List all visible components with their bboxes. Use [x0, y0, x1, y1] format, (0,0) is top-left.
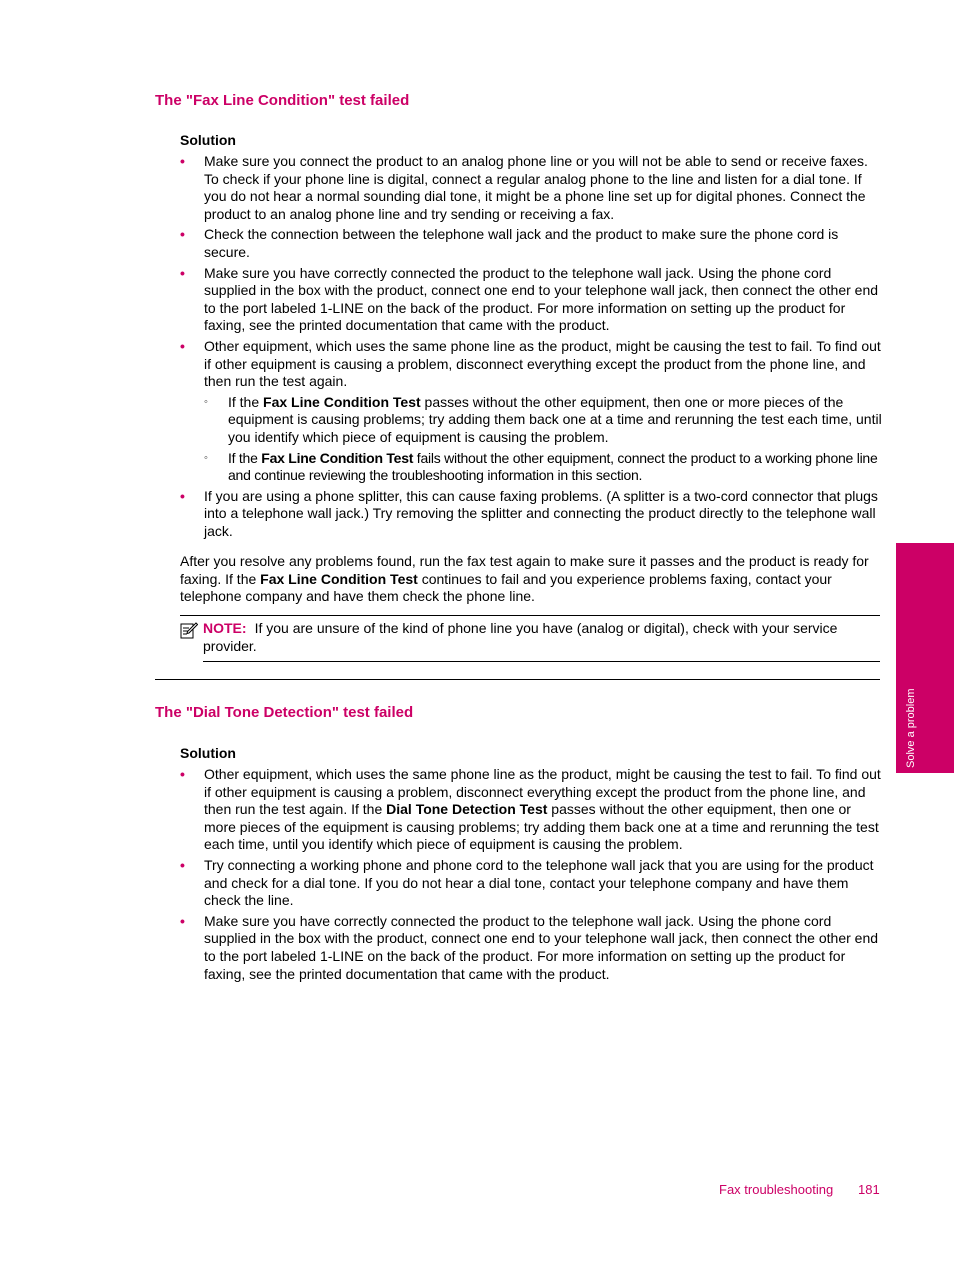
test-name: Fax Line Condition Test — [263, 393, 421, 410]
bullet-marker: • — [180, 766, 185, 782]
list-item-text: If you are using a phone splitter, this can cause faxing problems. (A splitter is a two-cord connector that plugs into a telephone wall jack.) Try removing the splitter and connecting the product directly to the telephone wall jack. — [204, 487, 878, 539]
section-heading-fax-line-condition: The "Fax Line Condition" test failed — [155, 92, 410, 109]
list-item — [180, 226, 882, 261]
bullet-marker: • — [180, 856, 185, 873]
bullet-marker: • — [180, 337, 185, 354]
paragraph-text: After you resolve any problems found, run the fax test again to make sure it passes and the product is ready for faxing. If the — [180, 553, 869, 587]
bullet-marker: • — [180, 487, 185, 504]
section-heading-dial-tone-detection: The "Dial Tone Detection" test failed — [155, 704, 414, 721]
sub-list-item — [204, 394, 882, 447]
solution-label: Solution — [180, 132, 236, 148]
bullet-marker: • — [180, 912, 185, 929]
chapter-side-tab — [896, 543, 954, 773]
note-box — [180, 620, 880, 655]
bullet-marker: • — [180, 153, 185, 169]
sub-item-text: If the — [228, 449, 262, 466]
sub-item-text: If the — [228, 393, 264, 410]
list-item-text: Check the connection between the telephone wall jack and the product to make sure the phone cord is secure. — [204, 226, 839, 260]
list-item — [180, 488, 882, 541]
page-number: 181 — [858, 1182, 880, 1197]
sub-bullet-marker: ◦ — [204, 395, 208, 408]
paragraph-text: continues to fail and you experience problems faxing, contact your telephone company and have them check the phone line. — [180, 570, 832, 605]
sub-list — [204, 394, 882, 485]
list-item — [180, 857, 882, 910]
note-label: NOTE: — [203, 620, 247, 636]
list-item-text: Make sure you connect the product to an analog phone line or you will not be able to send or receive faxes. To check if your phone line is digital, connect a regular analog phone to the line and listen for a dial tone. If you do not hear a normal sounding dial tone, it might be a phone line set up for digital phones. Connect the product to an analog phone line and try sending or receiving a fax. — [204, 153, 868, 222]
note-text: If you are unsure of the kind of phone line you have (analog or digital), check with your service provider. — [203, 620, 838, 654]
list-item — [180, 913, 882, 983]
solution-list — [180, 153, 882, 543]
section-divider — [155, 679, 880, 680]
sub-list-item — [204, 450, 882, 485]
test-name: Fax Line Condition Test — [260, 570, 418, 587]
solution-label: Solution — [180, 745, 236, 761]
note-bottom-rule — [203, 661, 880, 662]
sub-item-text: passes without the other equipment, then one or more pieces of the equipment is causing problems; try adding them back one at a time and rerunning the test each time, until you identify which piece of equipment is causing the problem. — [228, 393, 882, 445]
sub-item-text: fails without the other equipment, connect the product to a working phone line and continue reviewing the troubleshooting information in this section. — [228, 449, 878, 484]
list-item — [180, 153, 882, 223]
after-paragraph — [180, 553, 882, 606]
bullet-marker: • — [180, 226, 185, 243]
list-item-text: Other equipment, which uses the same phone line as the product, might be causing the test to fail. To find out if other equipment is causing a problem, disconnect everything except the product from the phone line, and then run the test again. — [204, 337, 881, 390]
test-name: Fax Line Condition Test — [261, 449, 414, 466]
note-pencil-icon — [180, 622, 198, 640]
bullet-marker: • — [180, 264, 185, 281]
list-item-text: passes without the other equipment, then one or more pieces of the equipment is causing problems; try adding them back one at a time and rerunning the test each time, until you identify which piece of equipment is causing the problem. — [204, 801, 879, 853]
note-top-rule — [180, 615, 880, 616]
chapter-side-tab-label: Solve a problem — [905, 688, 917, 768]
list-item-text: Try connecting a working phone and phone cord to the telephone wall jack that you are using for the product and check for a dial tone. If you do not hear a dial tone, contact your telephone company and have them check the line. — [204, 856, 874, 909]
list-item-text: Other equipment, which uses the same phone line as the product, might be causing the test to fail. To find out if other equipment is causing a problem, disconnect everything except the product from the phone line, and then run the test again. If the — [204, 766, 881, 818]
solution-list — [180, 766, 882, 986]
list-item — [180, 338, 882, 485]
test-name: Dial Tone Detection Test — [386, 801, 548, 818]
footer-section-title: Fax troubleshooting — [719, 1182, 834, 1197]
sub-bullet-marker: ◦ — [204, 451, 208, 464]
list-item-text: Make sure you have correctly connected the product to the telephone wall jack. Using the phone cord supplied in the box with the product, connect one end to your telephone wall jack, then connect the other end to the port labeled 1-LINE on the back of the product. For more information on setting up the product for faxing, see the printed documentation that came with the product. — [204, 912, 879, 982]
list-item — [180, 766, 882, 854]
note-content — [180, 620, 880, 655]
list-item — [180, 265, 882, 335]
list-item-text: Make sure you have correctly connected the product to the telephone wall jack. Using the phone cord supplied in the box with the product, connect one end to your telephone wall jack, then connect the other end to the port labeled 1-LINE on the back of the product. For more information on setting up the product for faxing, see the printed documentation that came with the product. — [204, 264, 879, 334]
